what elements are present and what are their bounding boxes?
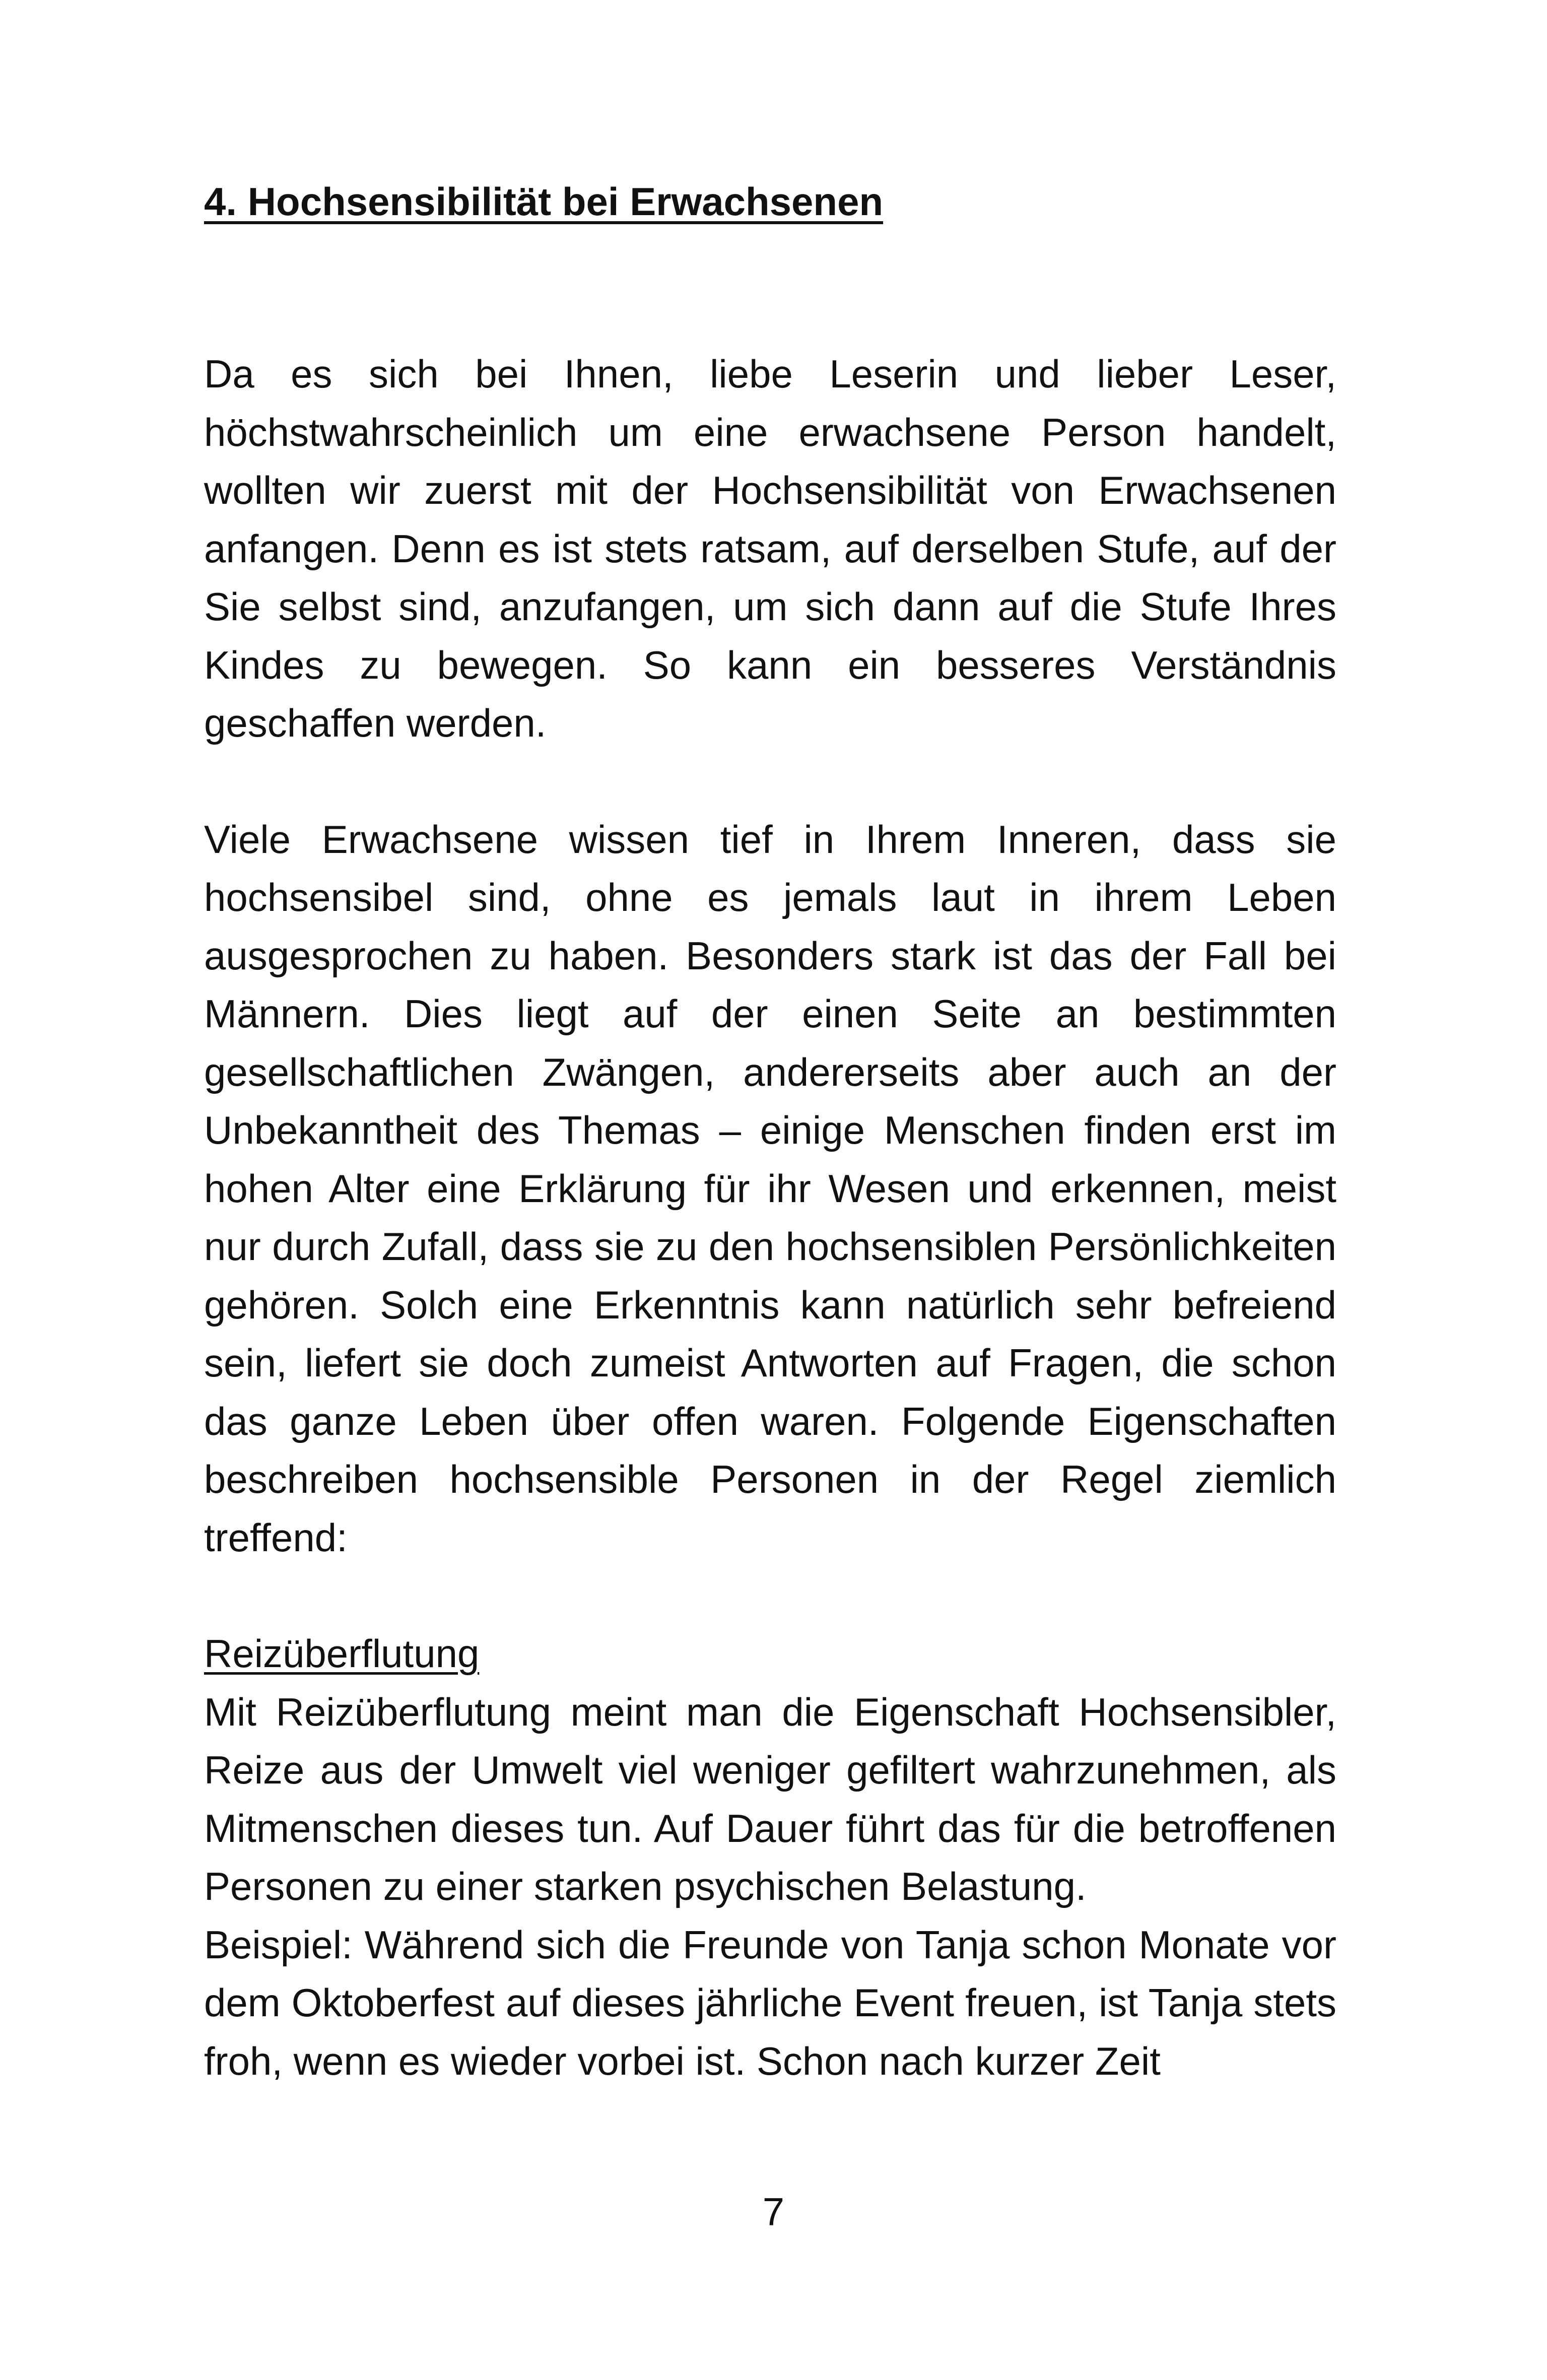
- intro-paragraph: Da es sich bei Ihnen, liebe Leserin und lieber Leser, höchstwahrscheinlich um eine erwachsene Person handelt, wollten wir zuerst mit der Hochsensibilität von Erwachsenen anfangen. Denn es ist stets ratsam, auf derselben Stufe, auf der Sie selbst sind, anzufangen, um sich dann auf die Stufe Ihres Kindes zu bewegen. So kann ein besseres Verständnis geschaffen werden.: [204, 352, 1336, 745]
- section-example: Beispiel: Während sich die Freunde von Tanja schon Monate vor dem Oktoberfest auf dieses jährliche Event freuen, ist Tanja stets froh, wenn es wieder vorbei ist. Schon nach kurzer Zeit: [204, 1922, 1336, 2083]
- section-subheading: Reizüberflutung: [204, 1631, 480, 1676]
- page-content: [204, 171, 1336, 2090]
- page-number: 7: [762, 2190, 785, 2234]
- section-reizueberflutung: [204, 1625, 1336, 2090]
- body-paragraph: Viele Erwachsene wissen tief in Ihrem Inneren, dass sie hochsensibel sind, ohne es jemals laut in ihrem Leben ausgesprochen zu haben. Besonders stark ist das der Fall bei Männern. Dies liegt auf der einen Seite an bestimmten gesellschaftlichen Zwängen, andererseits aber auch an der Unbekanntheit des Themas – einige Menschen finden erst im hohen Alter eine Erklärung für ihr Wesen und erkennen, meist nur durch Zufall, dass sie zu den hochsensiblen Persönlichkeiten gehören. Solch eine Erkenntnis kann natürlich sehr befreiend sein, liefert sie doch zumeist Antworten auf Fragen, die schon das ganze Leben über offen waren. Folgende Eigenschaften beschreiben hochsensible Personen in der Regel ziemlich treffend:: [204, 817, 1336, 1560]
- chapter-heading: 4. Hochsensibilität bei Erwachsenen: [204, 179, 884, 224]
- section-text: Mit Reizüberflutung meint man die Eigenschaft Hochsensibler, Reize aus der Umwelt viel weniger gefiltert wahrzunehmen, als Mitmenschen dieses tun. Auf Dauer führt das für die betroffenen Personen zu einer starken psychischen Belastung.: [204, 1689, 1336, 1908]
